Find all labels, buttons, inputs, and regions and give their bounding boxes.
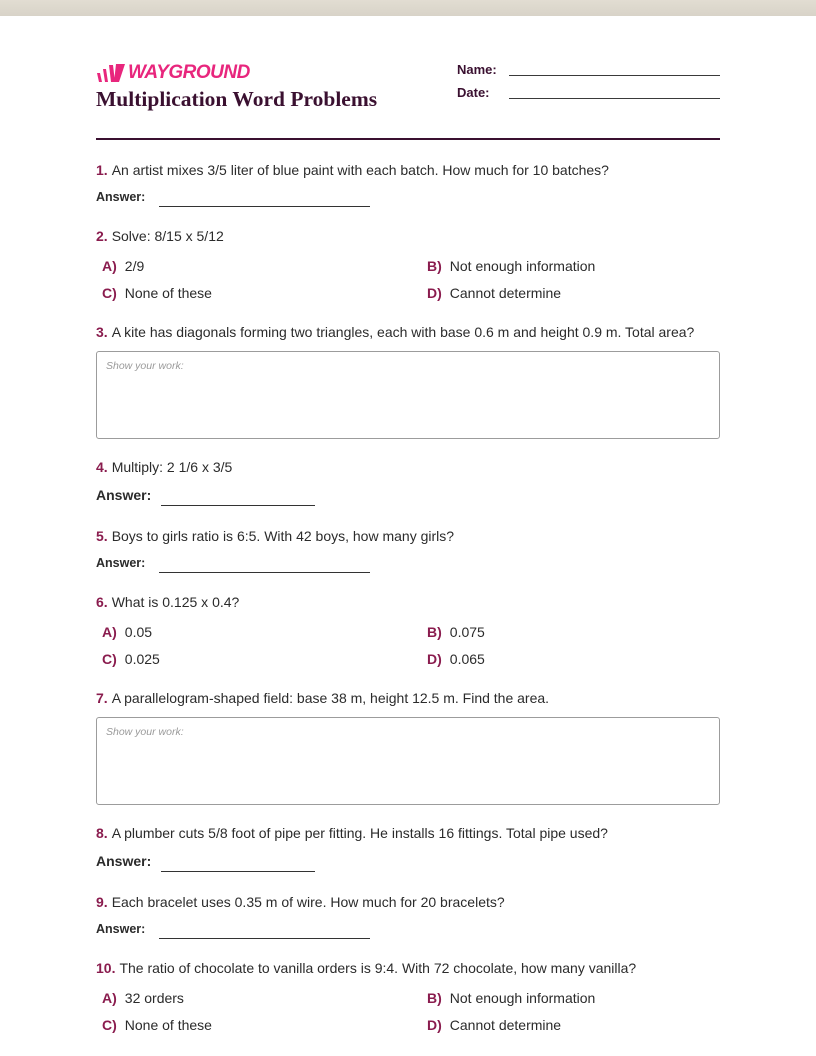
- option-d[interactable]: D) 0.065: [427, 651, 485, 667]
- answer-line[interactable]: [161, 871, 315, 872]
- option-b[interactable]: B) Not enough information: [427, 990, 596, 1006]
- answer-5: [96, 556, 370, 576]
- question-2: [96, 228, 720, 244]
- question-number: 2.: [96, 228, 108, 244]
- question-number: 4.: [96, 459, 108, 475]
- answer-label: Answer:: [96, 190, 146, 204]
- question-text: Boys to girls ratio is 6:5. With 42 boys, how many girls?: [111, 528, 455, 544]
- question-1: [96, 162, 720, 178]
- header-divider: [96, 138, 720, 140]
- answer-label: Answer:: [96, 556, 146, 570]
- question-text: Solve: 8/15 x 5/12: [111, 228, 224, 244]
- option-d[interactable]: D) Cannot determine: [427, 285, 562, 301]
- answer-4: [96, 487, 315, 507]
- brand-name: WAYGROUND: [128, 62, 250, 83]
- option-c[interactable]: C) None of these: [102, 1017, 212, 1033]
- answer-line[interactable]: [159, 206, 370, 207]
- option-a[interactable]: A) 32 orders: [102, 990, 184, 1006]
- question-10: [96, 960, 720, 976]
- worksheet-header: [96, 62, 720, 124]
- wayground-logo-icon: [96, 63, 126, 83]
- answer-line[interactable]: [159, 938, 370, 939]
- question-number: 10.: [96, 960, 116, 976]
- answer-8: [96, 853, 315, 873]
- answer-line[interactable]: [159, 572, 370, 573]
- answer-line[interactable]: [161, 505, 315, 506]
- question-number: 5.: [96, 528, 108, 544]
- option-d[interactable]: D) Cannot determine: [427, 1017, 562, 1033]
- option-a[interactable]: A) 0.05: [102, 624, 153, 640]
- work-box-label: Show your work:: [106, 360, 184, 372]
- option-c[interactable]: C) 0.025: [102, 651, 160, 667]
- question-number: 6.: [96, 594, 108, 610]
- question-number: 7.: [96, 690, 108, 706]
- question-text: An artist mixes 3/5 liter of blue paint with each batch. How much for 10 batches?: [111, 162, 609, 178]
- question-3: [96, 324, 720, 340]
- question-text: A kite has diagonals forming two triangles, each with base 0.6 m and height 0.9 m. Total area?: [111, 324, 695, 340]
- question-4: [96, 459, 720, 475]
- question-9: [96, 894, 720, 910]
- question-number: 8.: [96, 825, 108, 841]
- option-c[interactable]: C) None of these: [102, 285, 212, 301]
- question-6: [96, 594, 720, 610]
- option-b[interactable]: B) 0.075: [427, 624, 485, 640]
- question-text: What is 0.125 x 0.4?: [111, 594, 240, 610]
- answer-label: Answer:: [96, 922, 146, 936]
- answer-label: Answer:: [96, 853, 152, 869]
- page-title: Multiplication Word Problems: [96, 87, 378, 111]
- option-a[interactable]: A) 2/9: [102, 258, 145, 274]
- question-text: Multiply: 2 1/6 x 3/5: [111, 459, 233, 475]
- work-box-3[interactable]: [96, 351, 720, 439]
- question-text: A plumber cuts 5/8 foot of pipe per fitting. He installs 16 fittings. Total pipe used?: [111, 825, 608, 841]
- work-box-7[interactable]: [96, 717, 720, 805]
- question-5: [96, 528, 720, 544]
- date-field: [457, 85, 720, 108]
- answer-1: [96, 190, 370, 210]
- answer-9: [96, 922, 370, 942]
- top-bar: [0, 0, 816, 16]
- brand-logo: [96, 62, 250, 84]
- question-text: The ratio of chocolate to vanilla orders is 9:4. With 72 chocolate, how many vanilla?: [119, 960, 637, 976]
- question-number: 3.: [96, 324, 108, 340]
- name-field: [457, 62, 720, 85]
- date-label: Date:: [457, 85, 490, 100]
- answer-label: Answer:: [96, 487, 152, 503]
- question-text: A parallelogram-shaped field: base 38 m, height 12.5 m. Find the area.: [111, 690, 550, 706]
- question-number: 9.: [96, 894, 108, 910]
- option-b[interactable]: B) Not enough information: [427, 258, 596, 274]
- question-7: [96, 690, 720, 706]
- question-number: 1.: [96, 162, 108, 178]
- name-input-line[interactable]: [509, 75, 720, 76]
- date-input-line[interactable]: [509, 98, 720, 99]
- name-label: Name:: [457, 62, 497, 77]
- question-8: [96, 825, 720, 841]
- work-box-label: Show your work:: [106, 726, 184, 738]
- student-info: [457, 62, 720, 108]
- question-text: Each bracelet uses 0.35 m of wire. How much for 20 bracelets?: [111, 894, 505, 910]
